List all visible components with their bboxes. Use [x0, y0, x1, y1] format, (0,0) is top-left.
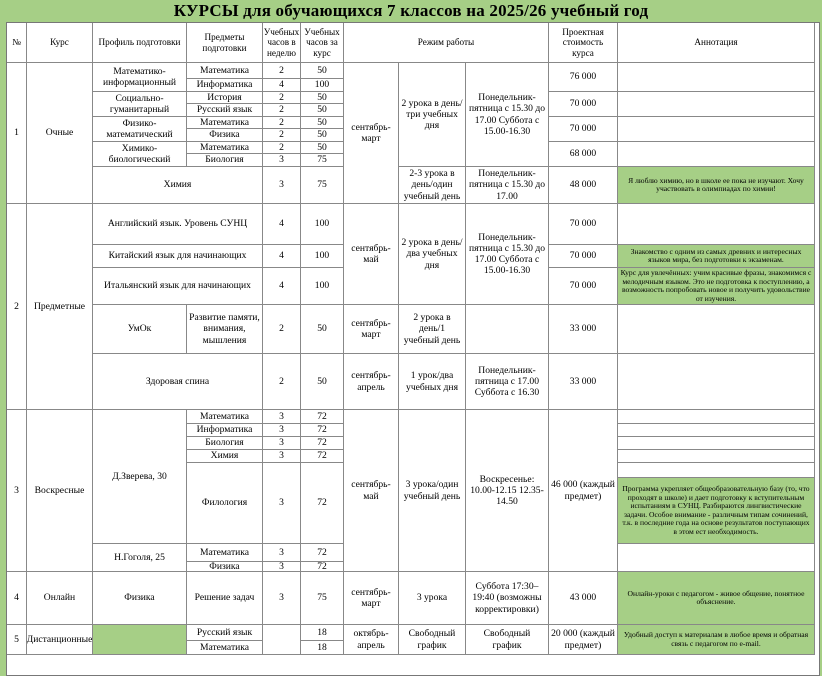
- annotation-empty: [618, 305, 815, 354]
- annotation-empty: [618, 142, 815, 167]
- header-cost: Проектная стоимость курса: [549, 23, 618, 63]
- s2-italian-hours-week: 4: [263, 268, 301, 305]
- s3-mode: 3 урока/один учебный день: [399, 410, 466, 572]
- s3-subject: Информатика: [187, 424, 263, 437]
- s5-hours-course: 18: [301, 641, 344, 655]
- s2-spine-hours-course: 50: [301, 354, 344, 410]
- s1-subject: Физика: [187, 129, 263, 142]
- s5-annotation: Удобный доступ к материалам в любое время и обратная связь с педагогом по e-mail.: [618, 625, 815, 655]
- s1-num: 1: [7, 63, 27, 204]
- s3-num: 3: [7, 410, 27, 572]
- s3-time: Воскресенье: 10.00-12.15 12.35-14.50: [466, 410, 549, 572]
- s2-spine: Здоровая спина: [93, 354, 263, 410]
- s5-subject: Русский язык: [187, 625, 263, 641]
- s2-chinese: Китайский язык для начинающих: [93, 245, 263, 268]
- annotation-empty: [618, 354, 815, 410]
- s2-umok-subject: Развитие памяти, внимания, мышления: [187, 305, 263, 354]
- s1-cost: 76 000: [549, 63, 618, 92]
- s4-cost: 43 000: [549, 572, 618, 625]
- annotation-empty: [618, 410, 815, 424]
- s4-hours-course: 75: [301, 572, 344, 625]
- s1-period: сентябрь-март: [344, 63, 399, 204]
- s4-hours-week: 3: [263, 572, 301, 625]
- s1-subject: История: [187, 92, 263, 104]
- s2-num: 2: [7, 204, 27, 410]
- s2-cost-chinese: 70 000: [549, 245, 618, 268]
- s1-hours-week: 2: [263, 92, 301, 104]
- s5-num: 5: [7, 625, 27, 655]
- s3-hours-week: 3: [263, 437, 301, 450]
- s1-hours-course: 100: [301, 79, 344, 92]
- s3-hours-week: 3: [263, 424, 301, 437]
- empty-cell: [263, 625, 301, 655]
- s3-hours-course: 72: [301, 424, 344, 437]
- s1-hours-week: 4: [263, 79, 301, 92]
- s1-cost: 70 000: [549, 92, 618, 117]
- s3-hours-week: 3: [263, 544, 301, 562]
- s3-hours-course: 72: [301, 450, 344, 463]
- s3-subject: Филология: [187, 463, 263, 544]
- page-title: КУРСЫ для обучающихся 7 классов на 2025/26 учебный год: [173, 1, 649, 20]
- header-hours-week: Учебных часов в неделю: [263, 23, 301, 63]
- s1-hours-course: 50: [301, 117, 344, 129]
- s3-hours-course: 72: [301, 437, 344, 450]
- s2-spine-mode: 1 урок/два учебных дня: [399, 354, 466, 410]
- annotation-empty: [618, 117, 815, 142]
- s1-hours-course: 75: [301, 154, 344, 167]
- s3-cost: 46 000 (каждый предмет): [549, 410, 618, 572]
- s3-subject: Физика: [187, 562, 263, 572]
- s3-subject: Химия: [187, 450, 263, 463]
- s2-italian-annotation: Курс для увлечённых: учим красивые фразы, знакомимся с мелодичным языком. Это не подготовка к поступлению, а возможность попробовать новое и получить удовольствие от изучения.: [618, 268, 815, 305]
- annotation-empty: [618, 63, 815, 92]
- s3-hours-week: 3: [263, 450, 301, 463]
- s4-time: Суббота 17:30–19:40 (возможны корректировки): [466, 572, 549, 625]
- s3-address-1: Д.Зверева, 30: [93, 410, 187, 544]
- s1-hours-week: 2: [263, 104, 301, 117]
- s2-spine-period: сентябрь-апрель: [344, 354, 399, 410]
- s1-profile: Химико-биологический: [93, 142, 187, 167]
- s3-subject: Биология: [187, 437, 263, 450]
- s1-subject: Биология: [187, 154, 263, 167]
- s1-hours-course: 50: [301, 92, 344, 104]
- s4-course: Онлайн: [27, 572, 93, 625]
- s4-subject: Решение задач: [187, 572, 263, 625]
- s1-profile: Социально-гуманитарный: [93, 92, 187, 117]
- s2-english-hours-week: 4: [263, 204, 301, 245]
- annotation-empty: [618, 437, 815, 450]
- s1-cost: 70 000: [549, 117, 618, 142]
- s2-umok-cost: 33 000: [549, 305, 618, 354]
- s3-address-2: Н.Гоголя, 25: [93, 544, 187, 572]
- s2-time: Понедельник-пятница с 15.30 до 17.00 Суббота с 15.00-16.30: [466, 204, 549, 305]
- s3-hours-course: 72: [301, 562, 344, 572]
- s1-profile: Математико-информационный: [93, 63, 187, 92]
- s1-hours-course: 50: [301, 63, 344, 79]
- s1-hours-week: 2: [263, 129, 301, 142]
- empty-cell: [466, 305, 549, 354]
- annotation-empty: [618, 204, 815, 245]
- s4-period: сентябрь-март: [344, 572, 399, 625]
- s2-umok-period: сентябрь-март: [344, 305, 399, 354]
- header-annotation: Аннотация: [618, 23, 815, 63]
- s2-umok-hours-week: 2: [263, 305, 301, 354]
- empty-cell: [93, 625, 187, 655]
- s1-cost: 48 000: [549, 167, 618, 204]
- s5-cost: 20 000 (каждый предмет): [549, 625, 618, 655]
- s2-umok-mode: 2 урока в день/1 учебный день: [399, 305, 466, 354]
- s1-subject: Математика: [187, 117, 263, 129]
- s2-english: Английский язык. Уровень СУНЦ: [93, 204, 263, 245]
- s5-mode: Свободный график: [399, 625, 466, 655]
- s2-spine-time: Понедельник-пятница с 17.00 Суббота с 16.30: [466, 354, 549, 410]
- s3-subject: Математика: [187, 544, 263, 562]
- s2-cost-italian: 70 000: [549, 268, 618, 305]
- s1-subject: Русский язык: [187, 104, 263, 117]
- s3-hours-week: 3: [263, 410, 301, 424]
- s1-time-2: Понедельник-пятница с 15.30 до 17.00: [466, 167, 549, 204]
- s1-subject: Математика: [187, 63, 263, 79]
- s4-profile: Физика: [93, 572, 187, 625]
- s2-chinese-hours-course: 100: [301, 245, 344, 268]
- s1-hours-week: 2: [263, 117, 301, 129]
- header-profile: Профиль подготовки: [93, 23, 187, 63]
- s1-cost: 68 000: [549, 142, 618, 167]
- header-schedule: Режим работы: [344, 23, 549, 63]
- annotation-empty: [618, 450, 815, 463]
- s1-subject: Информатика: [187, 79, 263, 92]
- s3-period: сентябрь-май: [344, 410, 399, 572]
- s2-italian-hours-course: 100: [301, 268, 344, 305]
- s1-mode-1: 2 урока в день/три учебных дня: [399, 63, 466, 167]
- s1-hours-course: 50: [301, 142, 344, 154]
- s5-hours-course: 18: [301, 625, 344, 641]
- annotation-empty: [618, 463, 815, 478]
- s5-course: Дистанционные: [27, 625, 93, 655]
- s2-course: Предметные: [27, 204, 93, 410]
- s1-chem-hours-course: 75: [301, 167, 344, 204]
- s4-annotation: Онлайн-уроки с педагогом - живое общение, понятное объяснение.: [618, 572, 815, 625]
- s3-hours-week: 3: [263, 562, 301, 572]
- s2-english-hours-course: 100: [301, 204, 344, 245]
- s3-subject: Математика: [187, 410, 263, 424]
- s1-hours-course: 50: [301, 104, 344, 117]
- s2-chinese-annotation: Знакомство с одним из самых древних и интересных языков мира, без подготовки к экзаменам.: [618, 245, 815, 268]
- s1-time-1: Понедельник-пятница с 15.30 до 17.00 Суббота с 15.00-16.30: [466, 63, 549, 167]
- annotation-empty: [618, 424, 815, 437]
- courses-table: [6, 22, 820, 676]
- s4-mode: 3 урока: [399, 572, 466, 625]
- s1-hours-week: 3: [263, 154, 301, 167]
- header-num: №: [7, 23, 27, 63]
- s1-mode-2: 2-3 урока в день/один учебный день: [399, 167, 466, 204]
- annotation-empty: [618, 92, 815, 117]
- s2-chinese-hours-week: 4: [263, 245, 301, 268]
- s3-course: Воскресные: [27, 410, 93, 572]
- s5-subject: Математика: [187, 641, 263, 655]
- header-course: Курс: [27, 23, 93, 63]
- s2-umok: УмОк: [93, 305, 187, 354]
- s2-umok-hours-course: 50: [301, 305, 344, 354]
- s1-hours-week: 2: [263, 142, 301, 154]
- s5-period: октябрь-апрель: [344, 625, 399, 655]
- header-hours-course: Учебных часов за курс: [301, 23, 344, 63]
- s2-period: сентябрь-май: [344, 204, 399, 305]
- s4-num: 4: [7, 572, 27, 625]
- s2-italian: Итальянский язык для начинающих: [93, 268, 263, 305]
- s3-hours-course: 72: [301, 463, 344, 544]
- s1-hours-week: 2: [263, 63, 301, 79]
- s1-course: Очные: [27, 63, 93, 204]
- s1-hours-course: 50: [301, 129, 344, 142]
- s3-hours-week: 3: [263, 463, 301, 544]
- s1-subject: Математика: [187, 142, 263, 154]
- s2-spine-hours-week: 2: [263, 354, 301, 410]
- annotation-empty: [618, 544, 815, 572]
- s1-chem-annotation: Я люблю химию, но в школе ее пока не изучают. Хочу участвовать в олимпиадах по химии!: [618, 167, 815, 204]
- header-subjects: Предметы подготовки: [187, 23, 263, 63]
- s1-profile: Физико-математический: [93, 117, 187, 142]
- s1-chem-hours-week: 3: [263, 167, 301, 204]
- s2-mode: 2 урока в день/два учебных дня: [399, 204, 466, 305]
- s1-chemistry: Химия: [93, 167, 263, 204]
- s5-time: Свободный график: [466, 625, 549, 655]
- s3-hours-course: 72: [301, 410, 344, 424]
- s3-hours-course: 72: [301, 544, 344, 562]
- s3-philology-annotation: Программа укрепляет общеобразовательную базу (то, что проходят в школе) и дает подготовку к вступительным испытаниям в СУНЦ. Разбираются лингвистические задачи. Особое внимание - различным типам сочинений, т.к. в последние года на основе результатов поступающих в этом ест необходимость.: [618, 478, 815, 544]
- s2-spine-cost: 33 000: [549, 354, 618, 410]
- s2-cost-english: 70 000: [549, 204, 618, 245]
